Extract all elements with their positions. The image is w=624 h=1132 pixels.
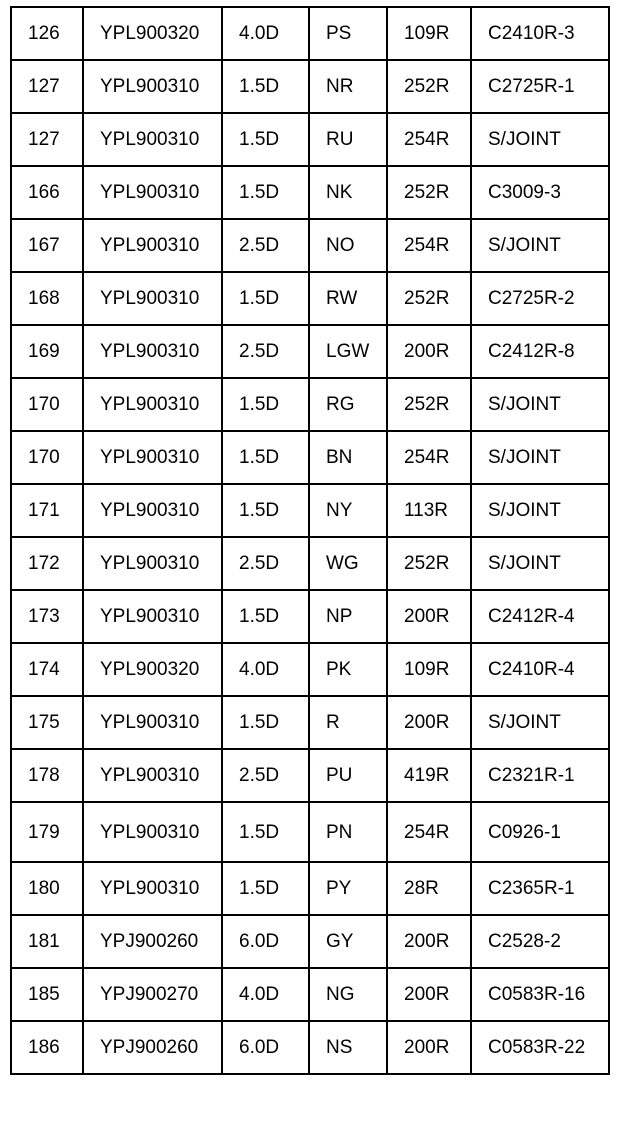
wire-number-cell: 171 (11, 484, 83, 537)
wire-number-cell: 168 (11, 272, 83, 325)
part-number-cell: YPL900320 (83, 643, 222, 696)
wire-number-cell: 170 (11, 378, 83, 431)
length-cell: 200R (387, 968, 471, 1021)
wire-number-cell: 179 (11, 802, 83, 862)
wire-color-cell: PS (309, 7, 387, 60)
table-row (11, 802, 609, 862)
wire-color-cell: NS (309, 1021, 387, 1074)
part-number-cell: YPJ900260 (83, 1021, 222, 1074)
wire-number-cell: 174 (11, 643, 83, 696)
wire-number-cell: 127 (11, 60, 83, 113)
part-number-cell: YPL900310 (83, 696, 222, 749)
wire-size-cell: 4.0D (222, 643, 309, 696)
wire-color-cell: NG (309, 968, 387, 1021)
connector-cell: C2725R-2 (471, 272, 609, 325)
connector-cell: S/JOINT (471, 537, 609, 590)
table-row (11, 431, 609, 484)
connector-cell: C2410R-4 (471, 643, 609, 696)
table-row (11, 590, 609, 643)
length-cell: 109R (387, 643, 471, 696)
wire-number-cell: 169 (11, 325, 83, 378)
table-row (11, 696, 609, 749)
connector-cell: C2410R-3 (471, 7, 609, 60)
length-cell: 254R (387, 431, 471, 484)
wire-number-cell: 173 (11, 590, 83, 643)
length-cell: 200R (387, 325, 471, 378)
connector-cell: C2725R-1 (471, 60, 609, 113)
connector-cell: S/JOINT (471, 484, 609, 537)
length-cell: 200R (387, 1021, 471, 1074)
wire-color-cell: PK (309, 643, 387, 696)
part-number-cell: YPL900310 (83, 378, 222, 431)
table-row (11, 7, 609, 60)
wire-number-cell: 180 (11, 862, 83, 915)
table-row (11, 325, 609, 378)
wire-color-cell: BN (309, 431, 387, 484)
length-cell: 254R (387, 113, 471, 166)
connector-cell: S/JOINT (471, 696, 609, 749)
connector-cell: C3009-3 (471, 166, 609, 219)
length-cell: 252R (387, 166, 471, 219)
wire-size-cell: 1.5D (222, 696, 309, 749)
table-row (11, 968, 609, 1021)
wire-size-cell: 1.5D (222, 431, 309, 484)
part-number-cell: YPL900310 (83, 166, 222, 219)
wire-color-cell: PN (309, 802, 387, 862)
length-cell: 252R (387, 60, 471, 113)
wire-size-cell: 6.0D (222, 1021, 309, 1074)
table-row (11, 484, 609, 537)
wire-color-cell: NO (309, 219, 387, 272)
wire-size-cell: 1.5D (222, 802, 309, 862)
table-row (11, 862, 609, 915)
table-row (11, 915, 609, 968)
connector-cell: C2412R-8 (471, 325, 609, 378)
table-row (11, 60, 609, 113)
wire-number-cell: 178 (11, 749, 83, 802)
wire-size-cell: 1.5D (222, 113, 309, 166)
wire-size-cell: 6.0D (222, 915, 309, 968)
wire-color-cell: NR (309, 60, 387, 113)
length-cell: 252R (387, 378, 471, 431)
wire-color-cell: RW (309, 272, 387, 325)
wire-color-cell: PU (309, 749, 387, 802)
wire-size-cell: 2.5D (222, 325, 309, 378)
wire-size-cell: 4.0D (222, 7, 309, 60)
part-number-cell: YPL900310 (83, 272, 222, 325)
part-number-cell: YPJ900260 (83, 915, 222, 968)
wire-number-cell: 186 (11, 1021, 83, 1074)
length-cell: 113R (387, 484, 471, 537)
length-cell: 254R (387, 219, 471, 272)
part-number-cell: YPL900310 (83, 113, 222, 166)
wire-size-cell: 1.5D (222, 272, 309, 325)
wire-size-cell: 1.5D (222, 60, 309, 113)
connector-cell: C0583R-16 (471, 968, 609, 1021)
wire-color-cell: WG (309, 537, 387, 590)
connector-cell: C0583R-22 (471, 1021, 609, 1074)
part-number-cell: YPL900310 (83, 749, 222, 802)
connector-cell: S/JOINT (471, 219, 609, 272)
part-number-cell: YPL900310 (83, 60, 222, 113)
wire-color-cell: R (309, 696, 387, 749)
table-row (11, 1021, 609, 1074)
wire-size-cell: 2.5D (222, 537, 309, 590)
wire-color-cell: NP (309, 590, 387, 643)
wire-number-cell: 175 (11, 696, 83, 749)
wire-table (10, 6, 610, 1075)
wire-number-cell: 185 (11, 968, 83, 1021)
part-number-cell: YPL900310 (83, 862, 222, 915)
wire-color-cell: LGW (309, 325, 387, 378)
connector-cell: C0926-1 (471, 802, 609, 862)
table-row (11, 219, 609, 272)
part-number-cell: YPL900310 (83, 484, 222, 537)
wire-size-cell: 1.5D (222, 484, 309, 537)
wire-size-cell: 1.5D (222, 590, 309, 643)
connector-cell: S/JOINT (471, 113, 609, 166)
table-row (11, 378, 609, 431)
wire-color-cell: PY (309, 862, 387, 915)
length-cell: 252R (387, 537, 471, 590)
part-number-cell: YPL900310 (83, 802, 222, 862)
wire-size-cell: 1.5D (222, 862, 309, 915)
connector-cell: C2321R-1 (471, 749, 609, 802)
wire-color-cell: RG (309, 378, 387, 431)
wire-number-cell: 166 (11, 166, 83, 219)
part-number-cell: YPL900310 (83, 590, 222, 643)
part-number-cell: YPL900310 (83, 325, 222, 378)
wire-number-cell: 172 (11, 537, 83, 590)
length-cell: 200R (387, 590, 471, 643)
table-row (11, 272, 609, 325)
wire-color-cell: NY (309, 484, 387, 537)
table-row (11, 537, 609, 590)
part-number-cell: YPL900310 (83, 431, 222, 484)
length-cell: 200R (387, 915, 471, 968)
table-row (11, 113, 609, 166)
wire-size-cell: 1.5D (222, 166, 309, 219)
connector-cell: S/JOINT (471, 431, 609, 484)
length-cell: 254R (387, 802, 471, 862)
wire-size-cell: 2.5D (222, 219, 309, 272)
table-row (11, 166, 609, 219)
part-number-cell: YPL900320 (83, 7, 222, 60)
length-cell: 200R (387, 696, 471, 749)
connector-cell: S/JOINT (471, 378, 609, 431)
part-number-cell: YPJ900270 (83, 968, 222, 1021)
part-number-cell: YPL900310 (83, 537, 222, 590)
wire-number-cell: 126 (11, 7, 83, 60)
table-row (11, 749, 609, 802)
wire-color-cell: RU (309, 113, 387, 166)
wire-number-cell: 170 (11, 431, 83, 484)
connector-cell: C2365R-1 (471, 862, 609, 915)
wire-number-cell: 127 (11, 113, 83, 166)
connector-cell: C2412R-4 (471, 590, 609, 643)
length-cell: 28R (387, 862, 471, 915)
wire-size-cell: 2.5D (222, 749, 309, 802)
wire-number-cell: 167 (11, 219, 83, 272)
wire-size-cell: 1.5D (222, 378, 309, 431)
length-cell: 109R (387, 7, 471, 60)
wire-color-cell: NK (309, 166, 387, 219)
wire-number-cell: 181 (11, 915, 83, 968)
wire-size-cell: 4.0D (222, 968, 309, 1021)
wire-color-cell: GY (309, 915, 387, 968)
length-cell: 252R (387, 272, 471, 325)
connector-cell: C2528-2 (471, 915, 609, 968)
part-number-cell: YPL900310 (83, 219, 222, 272)
table-row (11, 643, 609, 696)
length-cell: 419R (387, 749, 471, 802)
